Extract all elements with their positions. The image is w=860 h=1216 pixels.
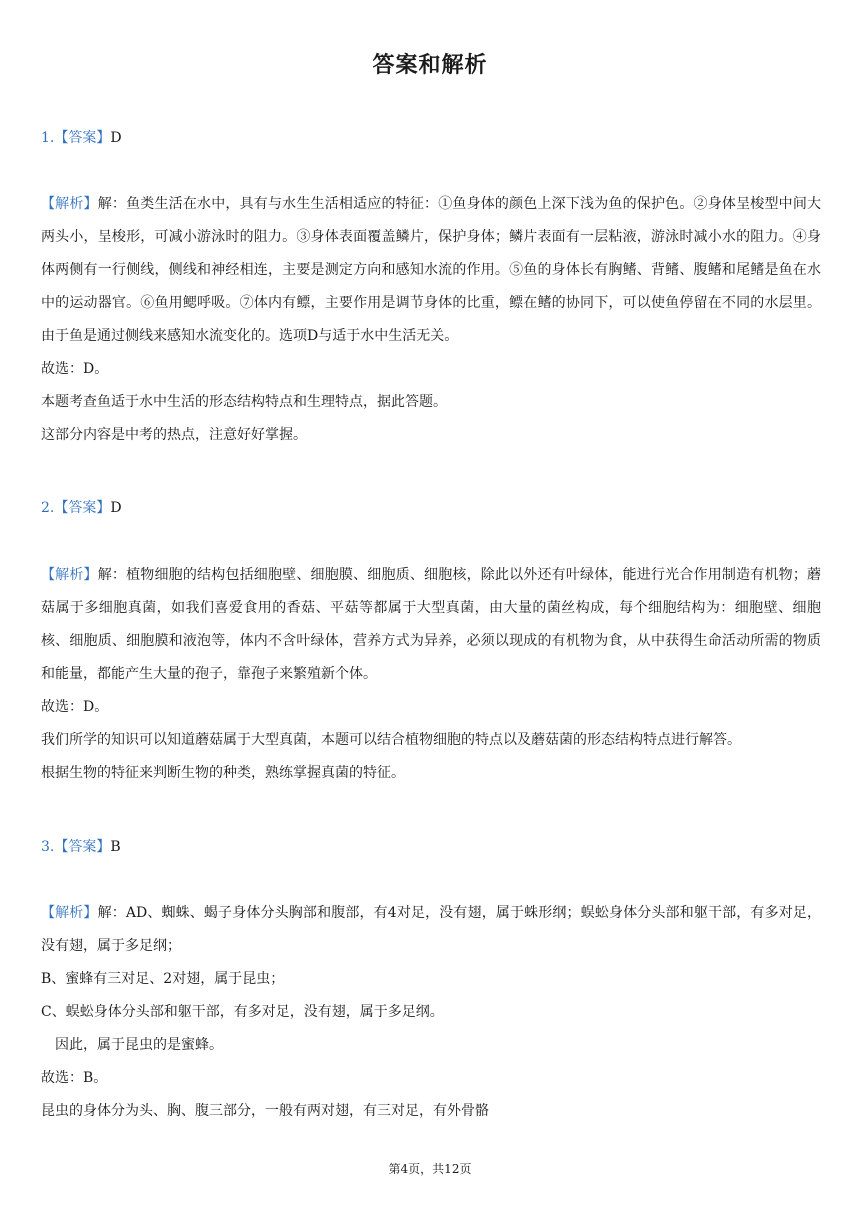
answer-value: D (110, 130, 122, 146)
analysis-tag: 【解析】 (41, 905, 98, 921)
answer-value: D (110, 500, 122, 516)
analysis-tag: 【解析】 (41, 567, 98, 583)
analysis-line: 因此，属于昆虫的是蜜蜂。 (55, 1037, 223, 1053)
question-number: 2. (41, 500, 55, 516)
analysis-line: 本题考查鱼适于水中生活的形态结构特点和生理特点，据此答题。 (41, 394, 447, 410)
answer-line-1 (41, 128, 122, 148)
analysis-line: C、蜈蚣身体分头部和躯干部，有多对足，没有翅，属于多足纲。 (41, 1004, 444, 1020)
analysis-line: 这部分内容是中考的热点，注意好好掌握。 (41, 427, 307, 443)
answer-line-3 (41, 837, 121, 857)
analysis-text: 解：植物细胞的结构包括细胞壁、细胞膜、细胞质、细胞核，除此以外还有叶绿体，能进行光合作用制造有机物；蘑菇属于多细胞真菌，如我们喜爱食用的香菇、平菇等都属于大型真菌，由大量的菌丝构成，每个细胞结构为：细胞壁、细胞核、细胞质、细胞膜和液泡等，体内不含叶绿体，营养方式为异养，必须以现成的有机物为食，从中获得生命活动所需的物质和能量，都能产生大量的孢子，靠孢子来繁殖新个体。 (41, 567, 822, 682)
page-footer: 第4页，共12页 (388, 1162, 472, 1176)
question-number: 3. (41, 839, 55, 855)
analysis-block-3 (41, 897, 821, 1128)
answer-tag: 【答案】 (54, 839, 111, 855)
question-number: 1. (41, 130, 55, 146)
analysis-line: 根据生物的特征来判断生物的种类，熟练掌握真菌的特征。 (41, 765, 405, 781)
analysis-paragraph (41, 188, 821, 353)
analysis-line: 故选：B。 (41, 1070, 108, 1086)
analysis-paragraph (41, 897, 821, 963)
analysis-line: 我们所学的知识可以知道蘑菇属于大型真菌，本题可以结合植物细胞的特点以及蘑菇菌的形态结构特点进行解答。 (41, 732, 741, 748)
answer-tag: 【答案】 (54, 130, 111, 146)
answer-value: B (110, 839, 121, 855)
analysis-line: 故选：D。 (41, 699, 109, 715)
analysis-tag: 【解析】 (41, 196, 98, 212)
analysis-block-2 (41, 559, 821, 790)
analysis-text: 解：鱼类生活在水中，具有与水生生活相适应的特征：①鱼身体的颜色上深下浅为鱼的保护色。②身体呈梭型中间大两头小，呈梭形，可减小游泳时的阻力。③身体表面覆盖鳞片，保护身体；鳞片表面有一层粘液，游泳时减小水的阻力。④身体两侧有一行侧线，侧线和神经相连，主要是测定方向和感知水流的作用。⑤鱼的身体长有胸鳍、背鳍、腹鳍和尾鳍是鱼在水中的运动器官。⑥鱼用鳃呼吸。⑦体内有鳔，主要作用是调节身体的比重，鳔在鳍的协同下，可以使鱼停留在不同的水层里。由于鱼是通过侧线来感知水流变化的。选项D与适于水中生活无关。 (41, 196, 822, 344)
analysis-line: 昆虫的身体分为头、胸、腹三部分，一般有两对翅，有三对足，有外骨骼 (41, 1103, 489, 1119)
analysis-line: B、蜜蜂有三对足、2对翅，属于昆虫； (41, 971, 285, 987)
answer-line-2 (41, 498, 122, 518)
analysis-line: 故选：D。 (41, 361, 109, 377)
analysis-block-1 (41, 188, 821, 452)
analysis-paragraph (41, 559, 821, 691)
answer-tag: 【答案】 (54, 500, 111, 516)
analysis-text: 解：AD、蜘蛛、蝎子身体分头胸部和腹部，有4对足，没有翅，属于蛛形纲；蜈蚣身体分头部和躯干部，有多对足，没有翅，属于多足纲； (41, 905, 821, 954)
page-title: 答案和解析 (372, 53, 488, 78)
